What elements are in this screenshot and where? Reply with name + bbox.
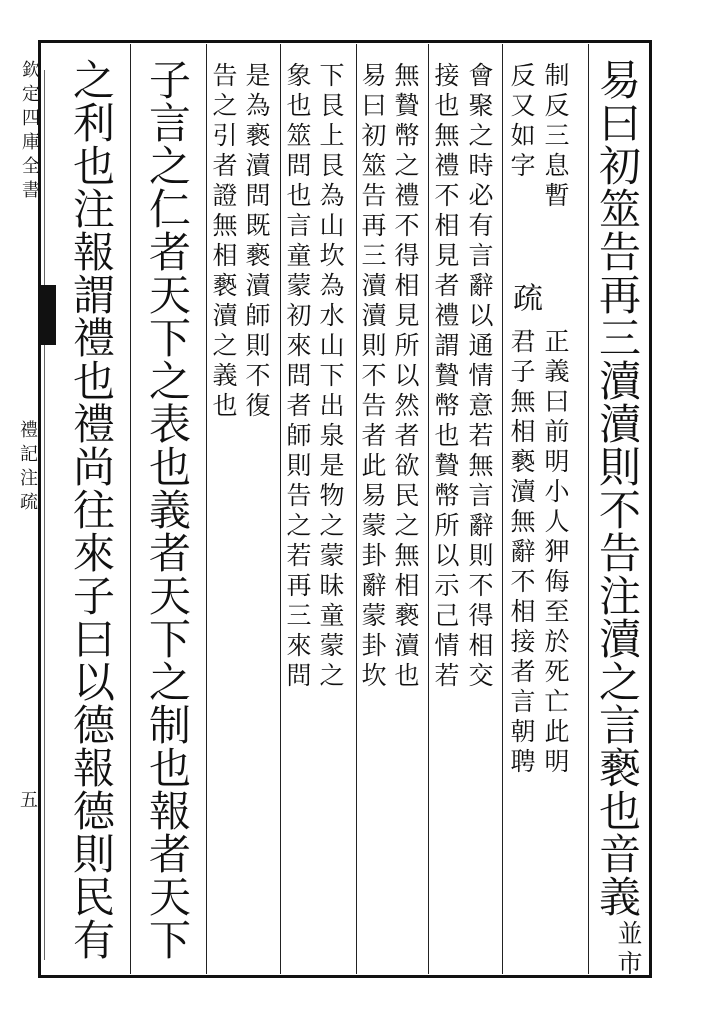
column-rule bbox=[502, 44, 503, 974]
text-column-small: 正義曰前明小人狎侮至於死亡此明 bbox=[541, 328, 570, 778]
margin-page-number: 五 bbox=[17, 790, 38, 814]
commentary-mark: 疏 bbox=[507, 282, 542, 312]
column-rule bbox=[588, 44, 589, 974]
text-column-small: 是為褻瀆問既褻瀆師則不復 bbox=[242, 62, 271, 422]
text-column: 子言之仁者天下之表也義者天下之制也報者天下 bbox=[143, 58, 192, 961]
column-rule bbox=[428, 44, 429, 974]
margin-book-title: 欽定四庫全書 bbox=[19, 60, 40, 204]
margin-section-title: 禮記注疏 bbox=[17, 420, 38, 516]
column-rule bbox=[280, 44, 281, 974]
text-column-small: 無贄幣之禮不得相見所以然者欲民之無相褻瀆也 bbox=[391, 62, 420, 692]
column-rule bbox=[130, 44, 131, 974]
text-column-note: 並市 bbox=[614, 920, 643, 980]
column-rule bbox=[356, 44, 357, 974]
text-column-small: 君子無相褻瀆無辭不相接者言朝聘 bbox=[507, 328, 536, 778]
text-column-small: 告之引者證無相褻瀆之義也 bbox=[209, 62, 238, 422]
text-column: 之利也注報謂禮也禮尚往來子曰以德報德則民有 bbox=[67, 58, 116, 961]
column-rule bbox=[206, 44, 207, 974]
fold-tab bbox=[38, 285, 56, 345]
text-column-small: 象也筮問也言童蒙初來問者師則告之若再三來問 bbox=[283, 62, 312, 692]
text-column: 易曰初筮告再三瀆瀆則不告注瀆之言褻也音義 bbox=[593, 58, 642, 918]
text-column-small: 易曰初筮告再三瀆瀆則不告者此易蒙卦辭蒙卦坎 bbox=[358, 62, 387, 692]
text-column-small: 接也無禮不相見者禮謂贄幣也贄幣所以示己情若 bbox=[431, 62, 460, 692]
text-column-small: 反又如字 bbox=[507, 62, 536, 182]
text-column-small: 制反三息暫 bbox=[541, 62, 570, 212]
text-column-small: 會聚之時必有言辭以通情意若無言辭則不得相交 bbox=[465, 62, 494, 692]
text-column-small: 下艮上艮為山坎為水山下出泉是物之蒙昧童蒙之 bbox=[316, 62, 345, 692]
